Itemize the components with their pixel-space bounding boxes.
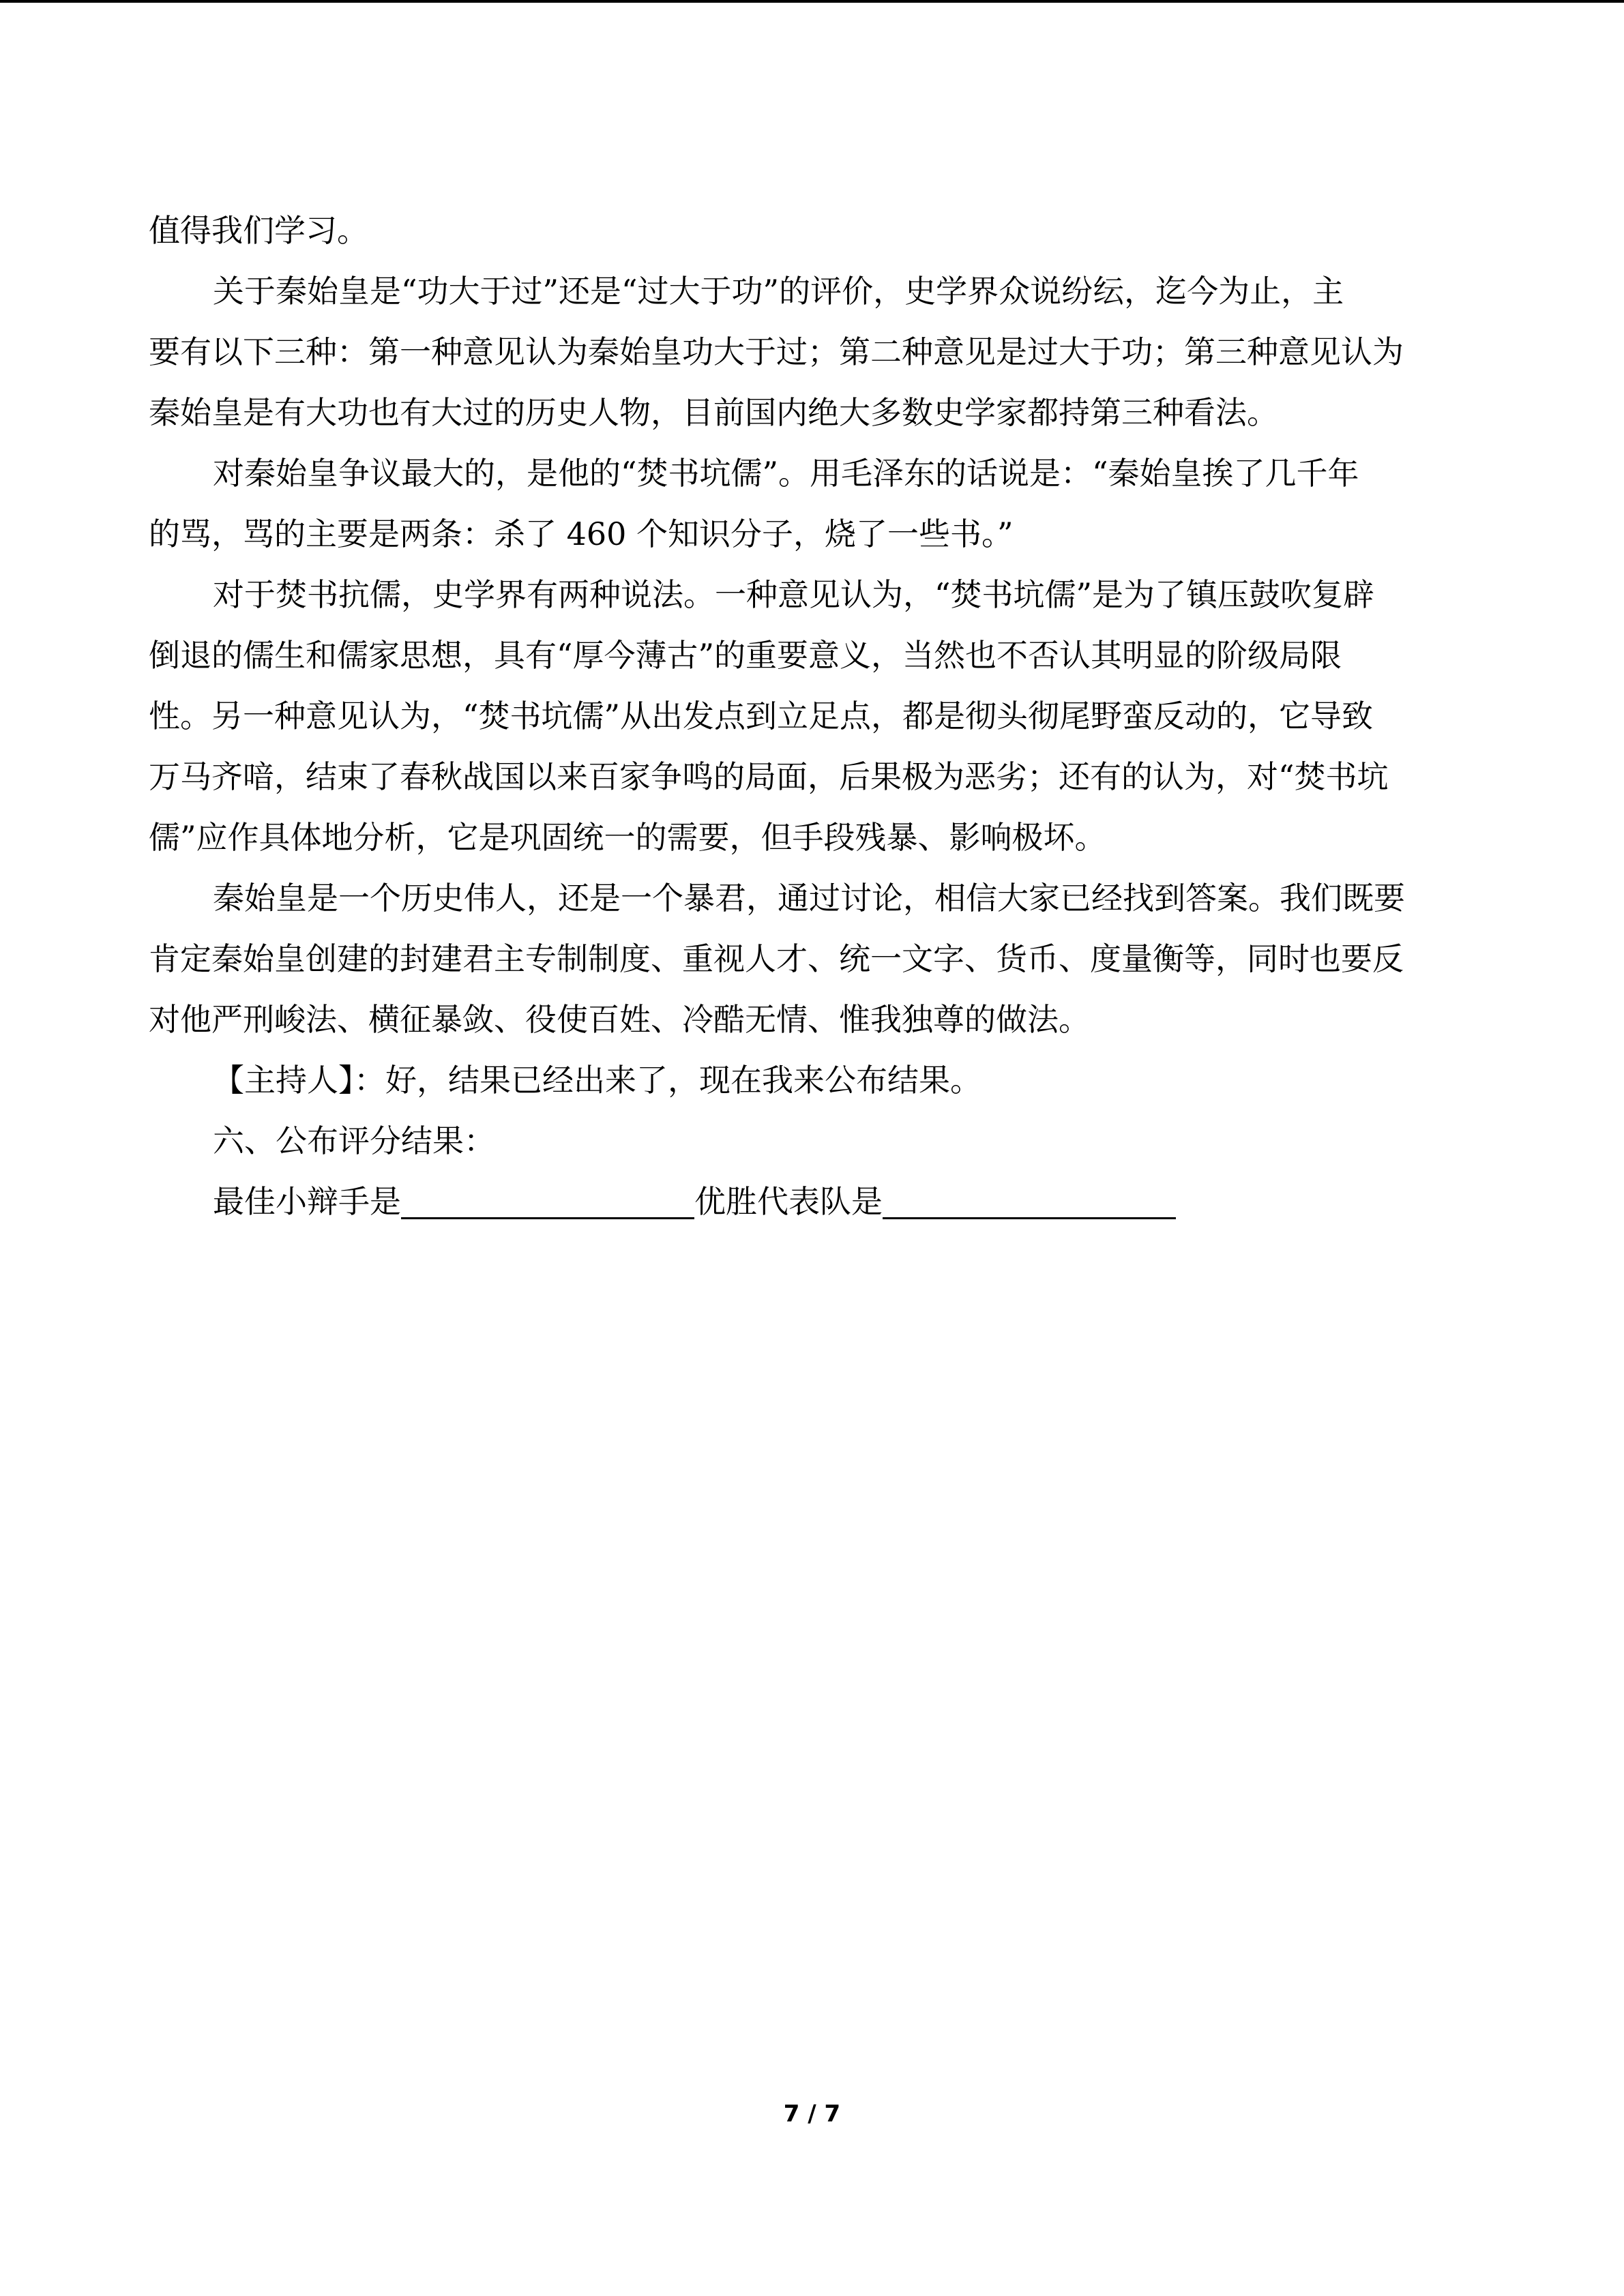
paragraph-line: 要有以下三种：第一种意见认为秦始皇功大于过；第二种意见是过大于功；第三种意见认为 bbox=[149, 333, 1404, 370]
host-line: 【主持人】：好，结果已经出来了，现在我来公布结果。 bbox=[213, 1062, 981, 1099]
paragraph-line: 秦始皇是一个历史伟人，还是一个暴君，通过讨论，相信大家已经找到答案。我们既要 bbox=[213, 880, 1405, 916]
page-number: 7 / 7 bbox=[783, 2100, 841, 2128]
paragraph-line: 值得我们学习。 bbox=[149, 212, 368, 249]
paragraph-line: 肯定秦始皇创建的封建君主专制制度、重视人才、统一文字、货币、度量衡等，同时也要反 bbox=[149, 940, 1404, 977]
result-line bbox=[149, 1172, 1458, 1232]
top-border-line bbox=[0, 0, 1624, 3]
paragraph-line: 万马齐喑，结束了春秋战国以来百家争鸣的局面，后果极为恶劣；还有的认为，对“焚书坑 bbox=[149, 758, 1389, 795]
paragraph-line: 关于秦始皇是“功大于过”还是“过大于功”的评价，史学界众说纷纭，迄今为止，主 bbox=[213, 273, 1344, 310]
paragraph-line: 性。另一种意见认为，“焚书坑儒”从出发点到立足点，都是彻头彻尾野蛮反动的，它导致 bbox=[149, 698, 1374, 734]
paragraph-line: 倒退的儒生和儒家思想，具有“厚今薄古”的重要意义，当然也不否认其明显的阶级局限 bbox=[149, 637, 1342, 674]
section-heading: 六、公布评分结果： bbox=[213, 1122, 495, 1159]
paragraph-line: 秦始皇是有大功也有大过的历史人物，目前国内绝大多数史学家都持第三种看法。 bbox=[149, 394, 1278, 431]
document-body bbox=[149, 200, 1458, 1232]
paragraph-line: 儒”应作具体地分析，它是巩固统一的需要，但手段残暴、影响极坏。 bbox=[149, 819, 1106, 856]
best-debater-blank[interactable] bbox=[401, 1186, 694, 1219]
paragraph-line: 的骂，骂的主要是两条：杀了 460 个知识分子，烧了一些书。” bbox=[149, 516, 1014, 552]
winning-team-label: 优胜代表队是 bbox=[694, 1183, 883, 1220]
paragraph-line: 对于焚书抗儒，史学界有两种说法。一种意见认为，“焚书坑儒”是为了镇压鼓吹复辟 bbox=[213, 576, 1375, 613]
paragraph-line: 对秦始皇争议最大的，是他的“焚书坑儒”。用毛泽东的话说是：“秦始皇挨了几千年 bbox=[213, 455, 1359, 492]
winning-team-blank[interactable] bbox=[883, 1186, 1176, 1219]
best-debater-label: 最佳小辩手是 bbox=[213, 1183, 401, 1220]
paragraph-line: 对他严刑峻法、横征暴敛、役使百姓、冷酷无情、惟我独尊的做法。 bbox=[149, 1001, 1090, 1038]
